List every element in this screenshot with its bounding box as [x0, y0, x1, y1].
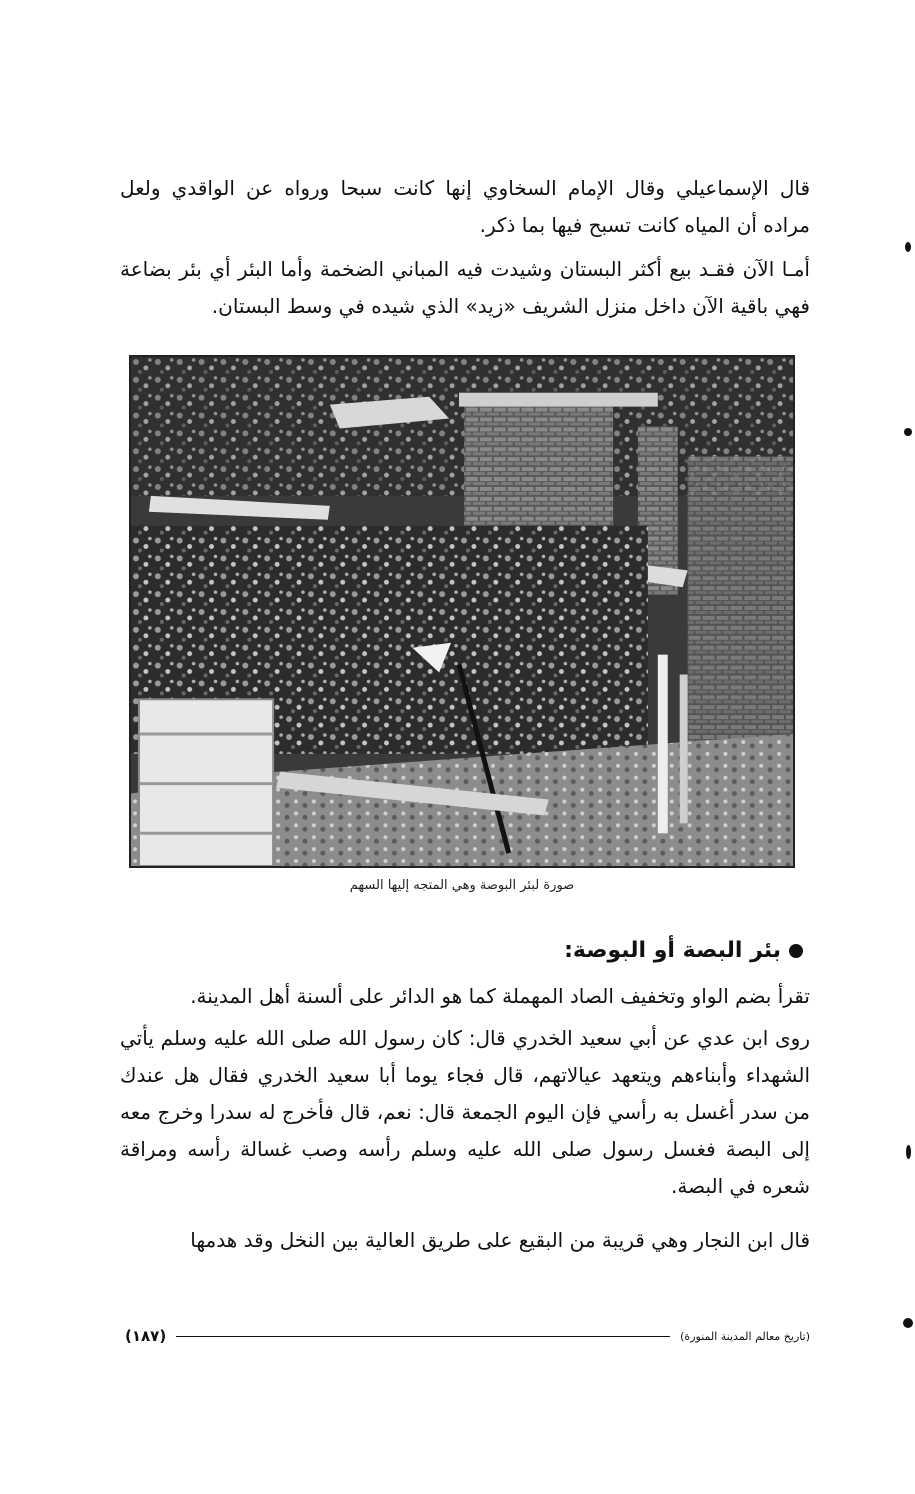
scan-speck: [906, 1145, 911, 1159]
well-photo: [129, 355, 795, 868]
section-paragraph-2: روى ابن عدي عن أبي سعيد الخدري قال: كان رسول الله صلى الله عليه وسلم يأتي الشهداء وأبناءهم ويتعهد عيالاتهم، قال فجاء يوما أبا سعيد الخدري فقال هل عندك من سدر أغسل به رأسي فإن اليوم الجمعة قال: نعم، قال فأخرج له سدرا وخرج معه إلى البصة فغسل رسول صلى الله عليه وسلم رأسه وصب غسالة رأسه ومراقة شعره في البصة.: [120, 1026, 810, 1198]
section-paragraph-1: تقرأ بضم الواو وتخفيف الصاد المهملة كما هو الدائر على ألسنة أهل المدينة.: [190, 984, 810, 1008]
scan-speck: [905, 242, 911, 252]
book-title: (تاريخ معالم المدينة المنورة): [680, 1329, 810, 1343]
well-photo-image: [131, 357, 793, 866]
figure-caption: صورة لبئر البوصة وهي المتجه إليها السهم: [349, 878, 575, 893]
section-paragraph-3: قال ابن النجار وهي قريبة من البقيع على طريق العالية بين النخل وقد هدمها: [190, 1228, 810, 1252]
page-number: (١٨٧): [125, 1327, 167, 1345]
section-heading-text: بئر البصة أو البوصة:: [564, 938, 781, 963]
page-footer: [125, 1326, 810, 1346]
body-paragraph-2: أمـا الآن فقـد بيع أكثر البستان وشيدت فيه المباني الضخمة وأما البئر أي بئر بضاعة فهي باقية الآن داخل منزل الشريف «زيد» الذي شيده في وسط البستان.: [120, 257, 810, 318]
bullet-icon: [789, 944, 803, 958]
footer-rule: [176, 1336, 670, 1337]
section-heading: [564, 938, 803, 963]
scan-speck: [904, 428, 912, 436]
scan-speck: [903, 1318, 913, 1328]
body-paragraph-1: قال الإسماعيلي وقال الإمام السخاوي إنها كانت سبحا ورواه عن الواقدي ولعل مراده أن المياه كانت تسبح فيها بما ذكر.: [120, 176, 810, 237]
